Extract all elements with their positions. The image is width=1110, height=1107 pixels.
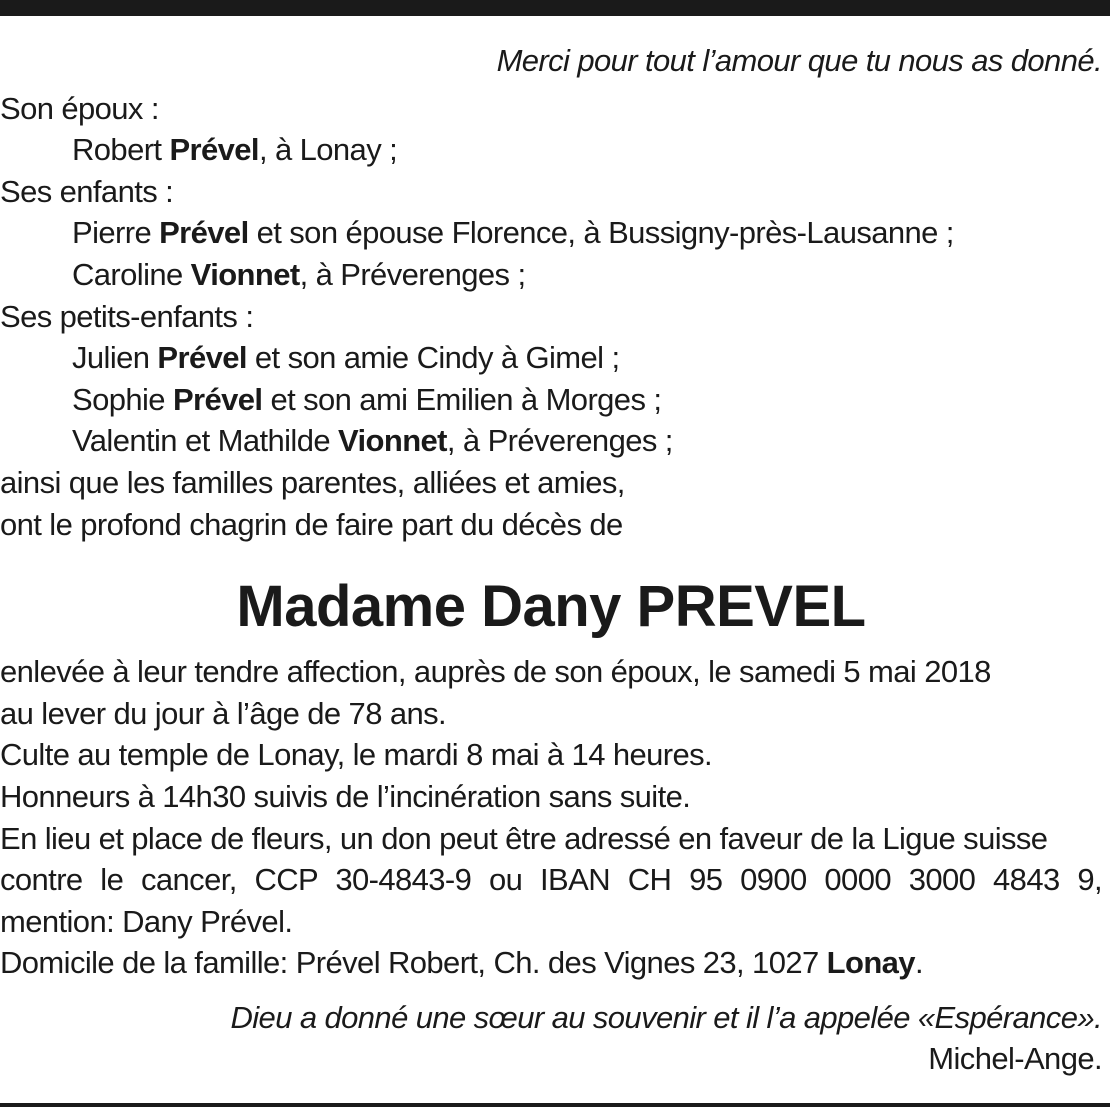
donation-line: En lieu et place de fleurs, un don peut être adressé en faveur de la Ligue suisse <box>0 820 1048 856</box>
last-name: Prével <box>159 215 249 251</box>
donation-mention-line: mention: Dany Prével. <box>0 903 293 939</box>
domicile-city: Lonay <box>826 945 915 981</box>
last-name: Vionnet <box>190 256 300 292</box>
grandchild-entry <box>0 420 1102 462</box>
obituary-notice <box>0 40 1102 1080</box>
entry-rest: et son ami Emilien à Morges ; <box>262 381 662 417</box>
grandchild-entry <box>0 379 1102 421</box>
domicile-address: Domicile de la famille: Prével Robert, Ch. des Vignes 23, 1027 <box>0 945 827 981</box>
last-name: Prével <box>169 132 259 168</box>
honours-line: Honneurs à 14h30 suivis de l’incinération sans suite. <box>0 778 691 814</box>
last-name: Prével <box>157 340 247 376</box>
first-name: Julien <box>72 340 158 376</box>
closing-quote-author: Michel-Ange. <box>928 1041 1102 1077</box>
domicile-line <box>0 942 1102 984</box>
top-rule <box>0 0 1110 16</box>
last-name: Prével <box>172 381 263 417</box>
child-entry <box>0 212 1102 254</box>
announcement-line: ont le profond chagrin de faire part du décès de <box>0 506 623 542</box>
detail-line: enlevée à leur tendre affection, auprès de son époux, le samedi 5 mai 2018 <box>0 654 991 690</box>
detail-line: au lever du jour à l’âge de 78 ans. <box>0 695 447 731</box>
first-name: Valentin et Mathilde <box>72 423 338 459</box>
entry-rest: et son épouse Florence, à Bussigny-près-Lausanne ; <box>248 215 954 251</box>
deceased-name: Madame Dany PREVEL <box>236 574 866 640</box>
bottom-rule <box>0 1103 1110 1107</box>
header-quote: Merci pour tout l’amour que tu nous as donné. <box>496 43 1102 78</box>
children-heading: Ses enfants : <box>0 173 174 209</box>
first-name: Pierre <box>72 215 160 251</box>
entry-rest: , à Lonay ; <box>258 132 398 168</box>
grandchildren-heading: Ses petits-enfants : <box>0 298 254 334</box>
first-name: Sophie <box>72 381 173 417</box>
last-name: Vionnet <box>338 423 447 459</box>
closing-quote: Dieu a donné une sœur au souvenir et il l’a appelée «Espérance». <box>230 999 1102 1035</box>
entry-rest: , à Préverenges ; <box>446 423 673 459</box>
donation-account-line: contre le cancer, CCP 30-4843-9 ou IBAN CH 95 0900 0000 3000 4843 9, <box>0 862 1102 898</box>
entry-rest: et son amie Cindy à Gimel ; <box>246 340 620 376</box>
first-name: Robert <box>72 132 170 168</box>
closing-family-line: ainsi que les familles parentes, alliées et amies, <box>0 464 625 500</box>
domicile-punctuation: . <box>914 945 923 981</box>
spouse-entry <box>0 129 1102 171</box>
grandchild-entry <box>0 337 1102 379</box>
spouse-heading: Son époux : <box>0 90 159 126</box>
service-line: Culte au temple de Lonay, le mardi 8 mai à 14 heures. <box>0 737 713 773</box>
child-entry <box>0 254 1102 296</box>
first-name: Caroline <box>72 256 191 292</box>
entry-rest: , à Préverenges ; <box>299 256 526 292</box>
